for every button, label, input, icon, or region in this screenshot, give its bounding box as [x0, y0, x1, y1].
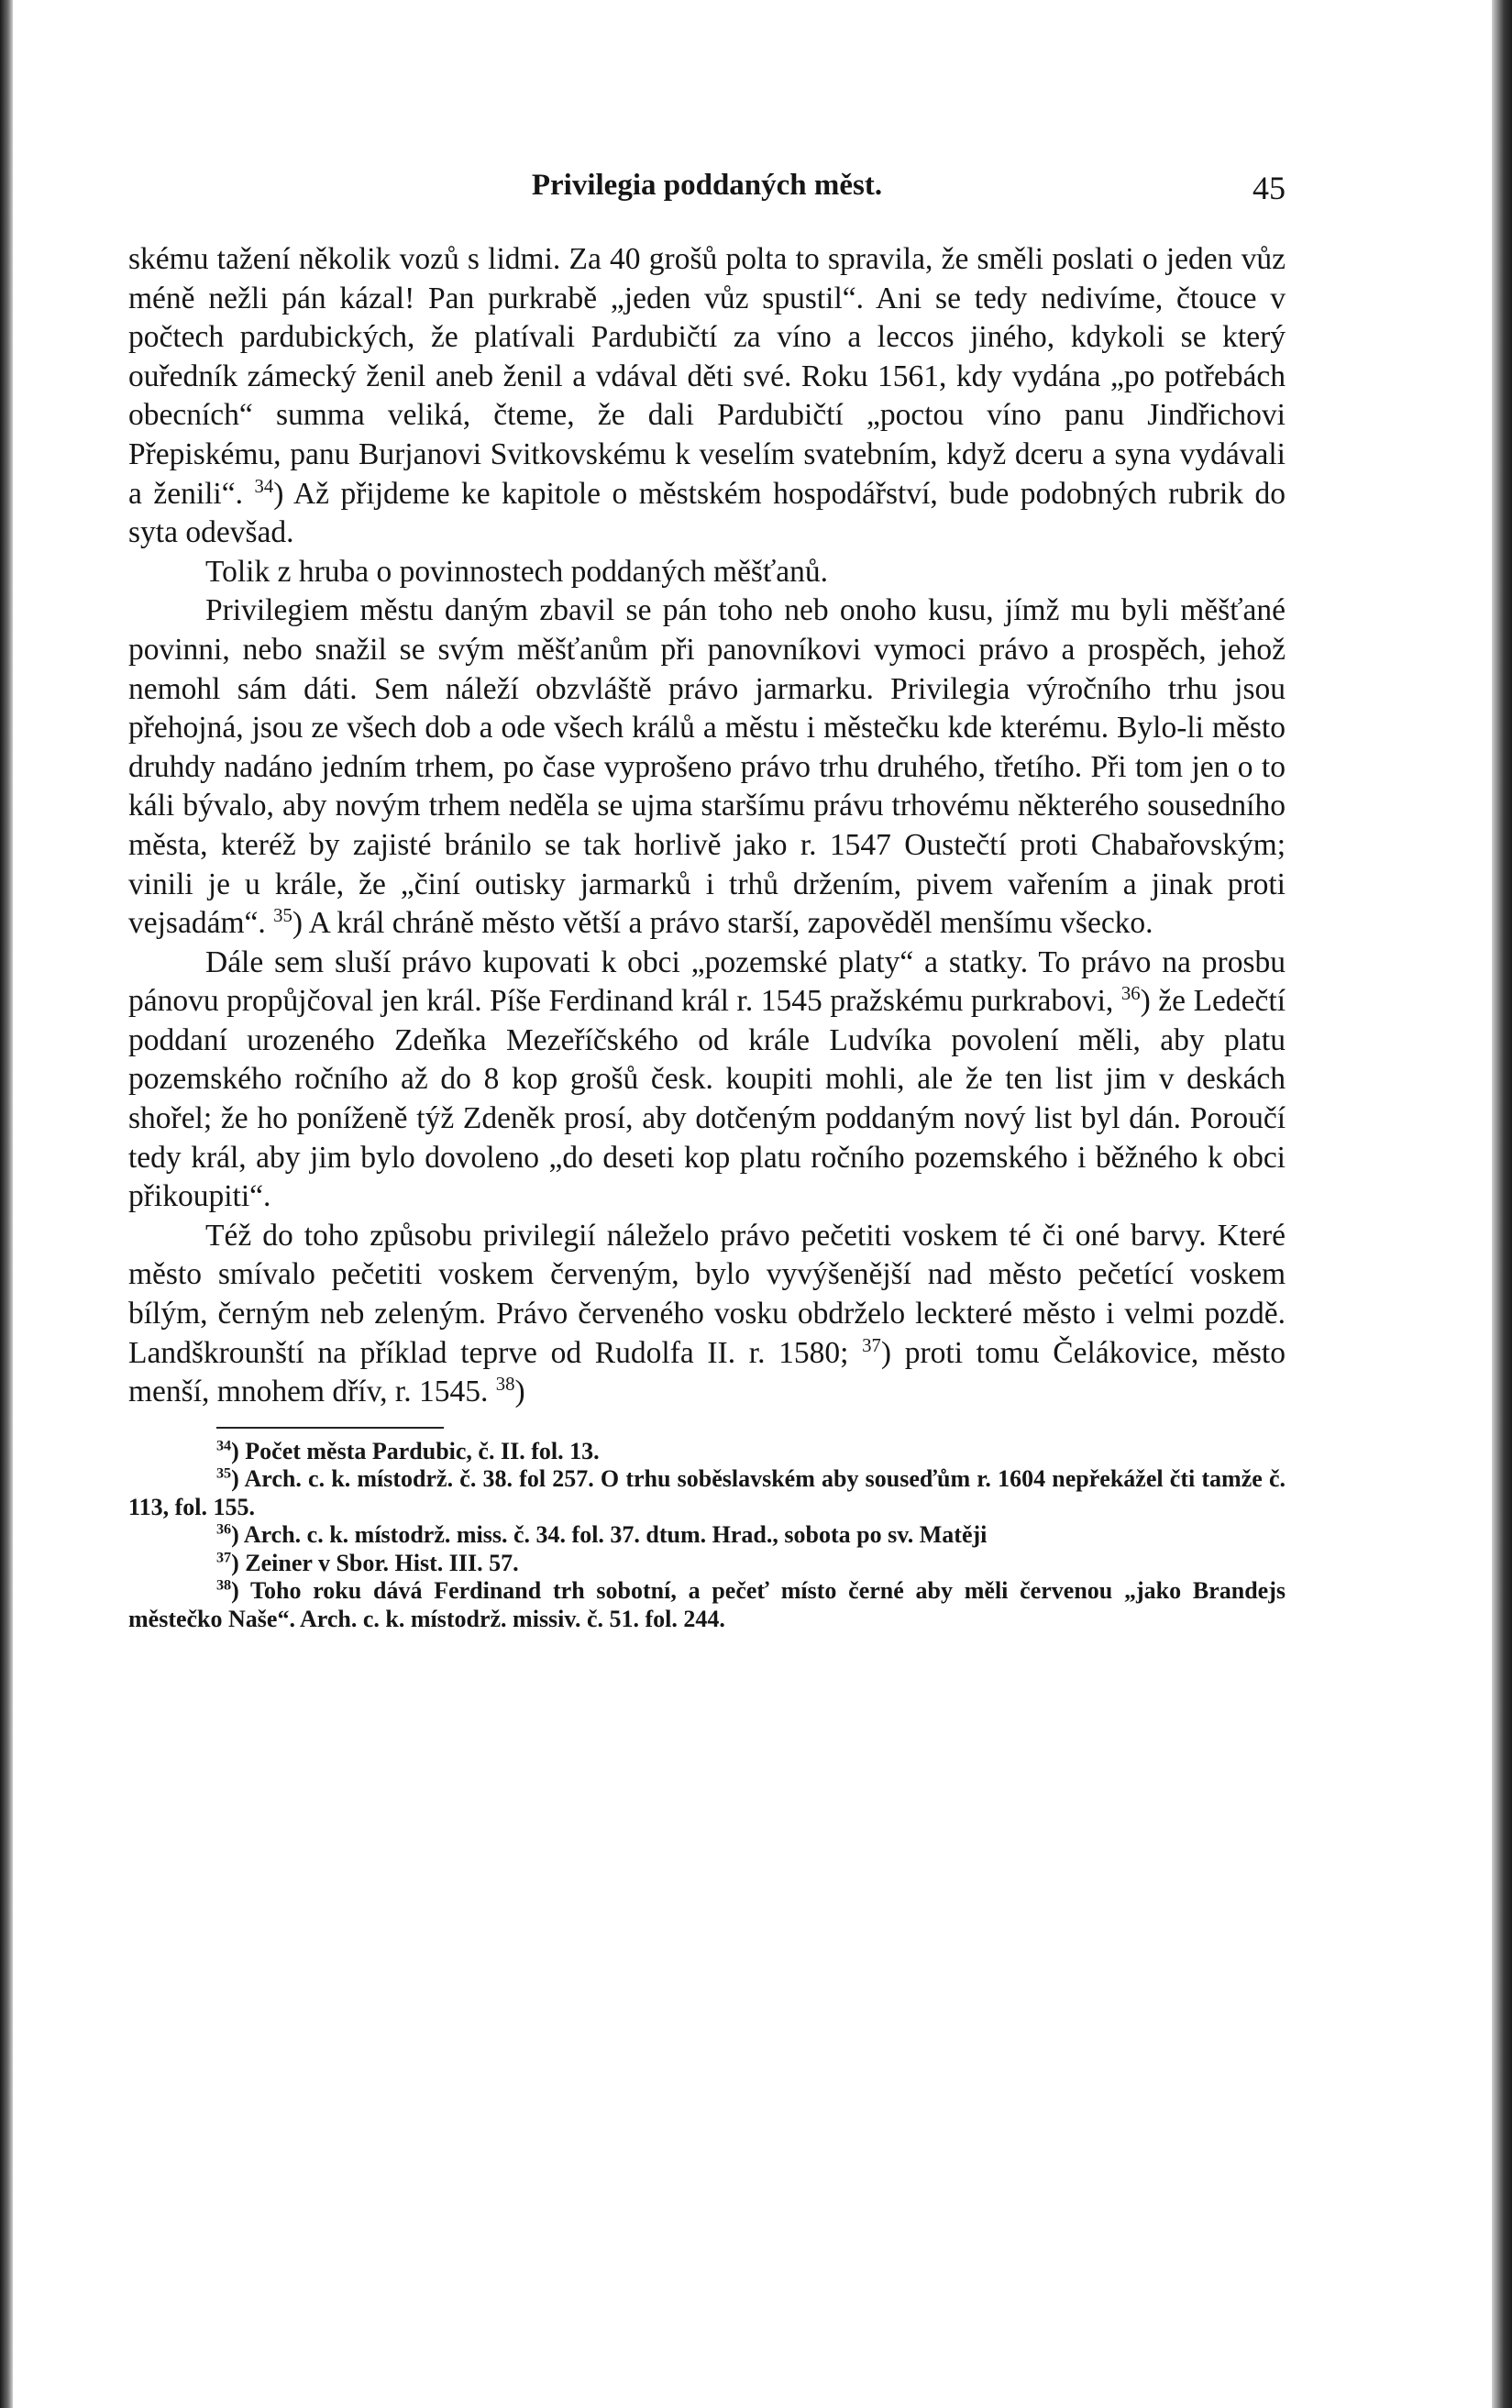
book-page: [128, 161, 1286, 1633]
footnote: [128, 1521, 1286, 1550]
footnote-ref: 38: [495, 1374, 515, 1396]
text-run: ) Arch. c. k. místodrž. miss. č. 34. fol. 37. dtum. Hrad., sobota po sv. Matěji: [231, 1521, 988, 1549]
text-run: ): [514, 1375, 525, 1409]
text-run: ) Toho roku dává Ferdinand trh sobotní, a pečeť místo černé aby měli červenou „jako Brandejs městečko Naše“. Arch. c. k. místodrž. missiv. č. 51. fol. 244.: [128, 1577, 1286, 1632]
paragraph: [128, 1217, 1286, 1412]
footnote-ref: 34: [216, 1438, 232, 1454]
footnote-ref: 38: [216, 1577, 232, 1594]
text-run: ) Až přijdeme ke kapitole o městském hospodářství, bude podobných rubrik do syta odevšad.: [128, 476, 1286, 550]
scan-edge-right: [1492, 0, 1512, 2408]
text-run: Též do toho způsobu privilegií náleželo právo pečetiti voskem té či oné barvy. Které město smívalo pečetiti voskem červeným, bylo vyvýšenější nad město pečetící voskem bílým, černým neb zeleným. Právo červeného vosku obdrželo leckteré město i velmi pozdě. Landškrounští na příklad teprve od Rudolfa II. r. 1580;: [128, 1218, 1286, 1370]
body-text: [128, 240, 1286, 1412]
footnote-ref: 34: [254, 475, 274, 497]
page-number: 45: [1253, 170, 1286, 206]
text-run: Dále sem sluší právo kupovati k obci „pozemské platy“ a statky. To právo na prosbu pánovu propůjčoval jen král. Píše Ferdinand král r. 1545 pražskému purkrabovi,: [128, 944, 1286, 1019]
scan-edge-left: [0, 0, 13, 2408]
text-run: ) A král chráně město větší a právo starší, zapověděl menšímu všecko.: [292, 906, 1153, 941]
text-run: ) že Ledečtí poddaní urozeného Zdeňka Mezeříčského od krále Ludvíka povolení měli, aby platu pozemského ročního až do 8 kop grošů česk. koupiti mohli, ale že ten list jim v deskách shořel; že ho poníženě týž Zdeněk prosí, aby dotčeným poddaným nový list byl dán. Poroučí tedy král, aby jim bylo dovoleno „do deseti kop platu ročního pozemského i běžného k obci přikoupiti“.: [128, 984, 1286, 1214]
text-run: skému tažení několik vozů s lidmi. Za 40 grošů polta to spravila, že směli poslati o jeden vůz méně nežli pán kázal! Pan purkrabě „jeden vůz spustil“. Ani se tedy nedivíme, čtouce v počtech pardubických, že platívali Pardubičtí za víno a leccos jiného, kdykoli se který ouředník zámecký ženil aneb ženil a vdával děti své. Roku 1561, kdy vydána „po potřebách obecních“ summa veliká, čteme, že dali Pardubičtí „poctou víno panu Jindřichovi Přepiskému, panu Burjanovi Svitkovskému k veselím svatebním, když dceru a syna vydávali a ženili“.: [128, 242, 1286, 511]
footnote-ref: 36: [1120, 983, 1141, 1005]
footnote-ref: 35: [273, 904, 292, 926]
paragraph: [128, 944, 1286, 1217]
footnote-ref: 37: [216, 1550, 232, 1566]
footnote-ref: 37: [862, 1334, 881, 1356]
footnote: [128, 1550, 1286, 1578]
paragraph: [128, 553, 1286, 592]
footnotes: [128, 1438, 1286, 1634]
paragraph: [128, 591, 1286, 943]
footnote-separator: [216, 1427, 444, 1429]
text-run: Privilegiem městu daným zbavil se pán toho neb onoho kusu, jímž mu byli měšťané povinni, nebo snažil se svým měšťanům při panovníkovi vymoci právo a prospěch, jehož nemohl sám dáti. Sem náleží obzvláště právo jarmarku. Privilegia výročního trhu jsou přehojná, jsou ze všech dob a ode všech králů a městu i městečku kde kterému. Bylo-li město druhdy nadáno jedním trhem, po čase vyprošeno právo trhu druhého, třetího. Při tom jen o to káli bývalo, aby novým trhem neděla se ujma staršímu právu trhovému některého sousedního města, kteréž by zajisté bránilo se tak horlivě jako r. 1547 Oustečtí proti Chabařovským; vinili je u krále, že „činí outisky jarmarků i trhů držením, pivem vařením a jinak proti vejsadám“.: [128, 593, 1286, 941]
footnote-ref: 35: [216, 1465, 232, 1482]
footnote: [128, 1577, 1286, 1633]
footnote-ref: 36: [216, 1521, 232, 1538]
running-title: Privilegia poddaných měst.: [531, 169, 883, 202]
footnote: [128, 1438, 1286, 1466]
paragraph: [128, 240, 1286, 553]
text-run: Tolik z hruba o povinnostech poddaných měšťanů.: [205, 554, 829, 589]
text-run: ) Počet města Pardubic, č. II. fol. 13.: [231, 1437, 600, 1464]
text-run: ) proti tomu Čelákovice, město menší, mnohem dřív, r. 1545.: [128, 1335, 1286, 1409]
footnote: [128, 1465, 1286, 1521]
text-run: ) Arch. c. k. místodrž. č. 38. fol 257. O trhu soběslavském aby souseďům r. 1604 nepřekážel čti tamže č. 113, fol. 155.: [128, 1465, 1286, 1520]
text-run: ) Zeiner v Sbor. Hist. III. 57.: [231, 1549, 519, 1576]
page-header: [128, 161, 1286, 213]
